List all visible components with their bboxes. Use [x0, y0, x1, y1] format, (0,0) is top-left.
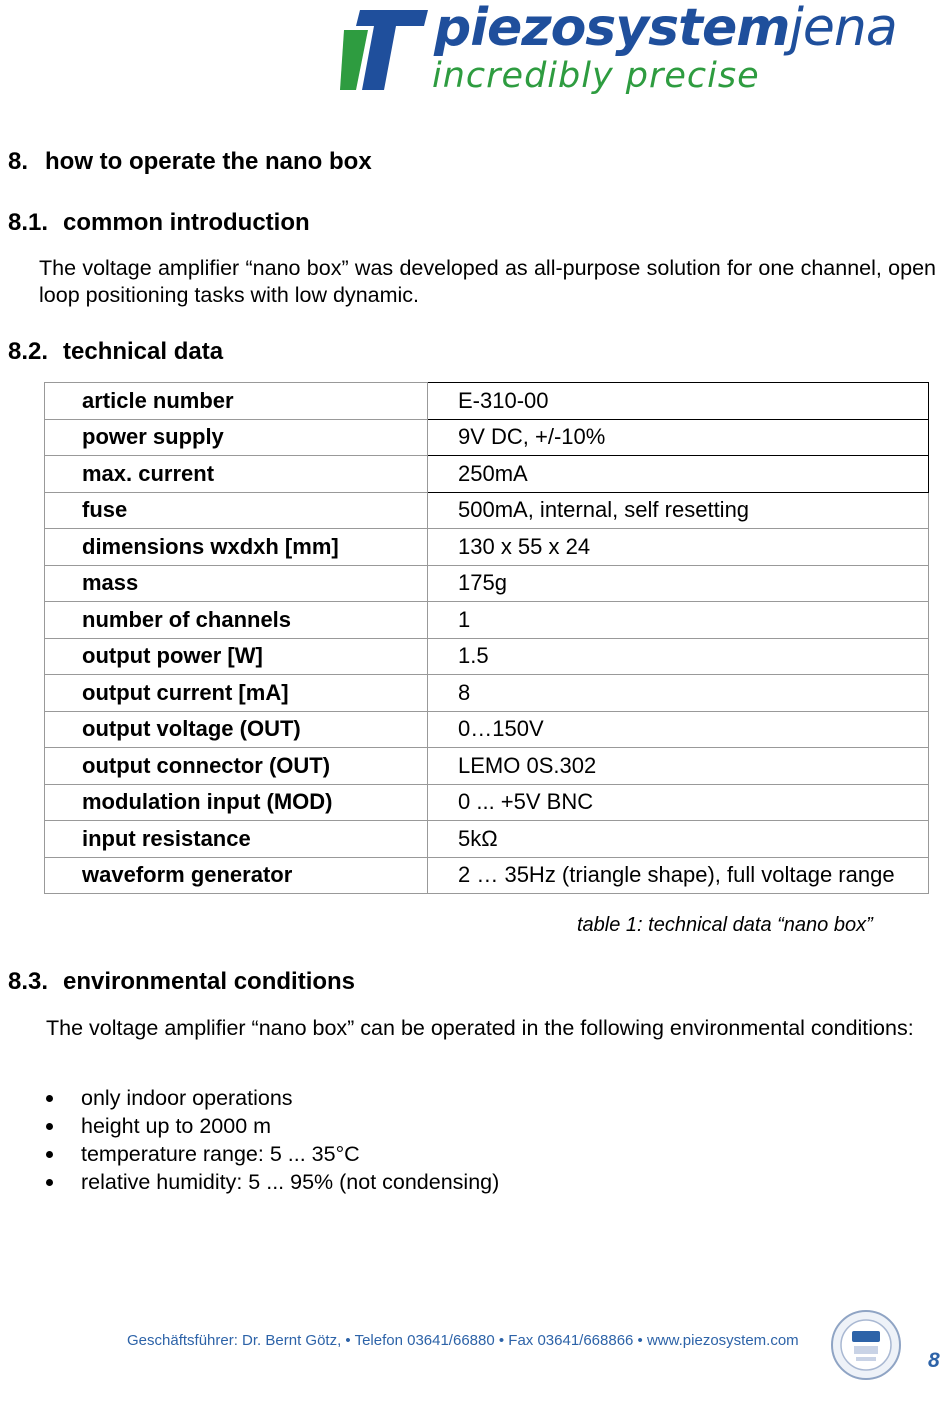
section-heading-8-3 — [8, 968, 355, 996]
table-value: 0 ... +5V BNC — [428, 784, 929, 821]
table-value: 500mA, internal, self resetting — [428, 492, 929, 529]
table-row — [45, 711, 929, 748]
table-key: input resistance — [45, 821, 428, 858]
table-value: 2 … 35Hz (triangle shape), full voltage range — [428, 857, 929, 894]
section-title: how to operate the nano box — [45, 148, 372, 175]
list-item: temperature range: 5 ... 35°C — [44, 1140, 499, 1168]
table-value: 0…150V — [428, 711, 929, 748]
table-value: 130 x 55 x 24 — [428, 529, 929, 566]
section-title: technical data — [63, 338, 224, 365]
table-value: 1 — [428, 602, 929, 639]
table-row — [45, 857, 929, 894]
page-footer: Geschäftsführer: Dr. Bernt Götz, • Telefon 03641/66880 • Fax 03641/668866 • www.piezosystem.com — [127, 1332, 799, 1349]
table-value: 9V DC, +/-10% — [428, 419, 929, 456]
section-title: environmental conditions — [63, 968, 356, 995]
section-number: 8.3. — [8, 968, 49, 995]
table-row — [45, 748, 929, 785]
table-row — [45, 784, 929, 821]
table-row — [45, 529, 929, 566]
technical-data-table — [44, 382, 929, 894]
table-key: fuse — [45, 492, 428, 529]
section-heading-8 — [8, 148, 372, 176]
page-number: 8 — [928, 1349, 940, 1372]
table-key: number of channels — [45, 602, 428, 639]
section-number: 8.2. — [8, 338, 49, 365]
section-heading-8-2 — [8, 338, 223, 366]
table-row — [45, 638, 929, 675]
table-key: dimensions wxdxh [mm] — [45, 529, 428, 566]
environment-list — [44, 1084, 499, 1196]
tuv-cert-seal-icon — [830, 1309, 902, 1381]
table-caption: table 1: technical data “nano box” — [577, 914, 873, 936]
section-title: common introduction — [63, 209, 310, 236]
table-value: 175g — [428, 565, 929, 602]
table-key: max. current — [45, 456, 428, 493]
section-number: 8. — [8, 148, 29, 175]
table-row — [45, 383, 929, 420]
table-value: E-310-00 — [428, 383, 929, 420]
table-value: 5kΩ — [428, 821, 929, 858]
table-value: LEMO 0S.302 — [428, 748, 929, 785]
table-row — [45, 602, 929, 639]
logo-wordmark: piezosystemjena — [434, 0, 897, 58]
table-row — [45, 565, 929, 602]
company-logo — [338, 0, 948, 102]
list-item: only indoor operations — [44, 1084, 499, 1112]
table-key: output voltage (OUT) — [45, 711, 428, 748]
table-key: modulation input (MOD) — [45, 784, 428, 821]
intro-paragraph: The voltage amplifier “nano box” was developed as all-purpose solution for one channel, open loop positioning tasks with low dynamic. — [39, 256, 936, 307]
table-row — [45, 419, 929, 456]
table-key: waveform generator — [45, 857, 428, 894]
table-row — [45, 821, 929, 858]
logo-mark-icon — [338, 4, 430, 94]
section-heading-8-1 — [8, 209, 310, 237]
table-value: 1.5 — [428, 638, 929, 675]
table-key: output power [W] — [45, 638, 428, 675]
table-value: 8 — [428, 675, 929, 712]
table-key: output connector (OUT) — [45, 748, 428, 785]
table-value: 250mA — [428, 456, 929, 493]
table-row — [45, 456, 929, 493]
logo-tagline: incredibly precise — [432, 56, 760, 96]
table-row — [45, 675, 929, 712]
table-row — [45, 492, 929, 529]
table-key: output current [mA] — [45, 675, 428, 712]
table-key: article number — [45, 383, 428, 420]
list-item: height up to 2000 m — [44, 1112, 499, 1140]
section-number: 8.1. — [8, 209, 49, 236]
environment-paragraph: The voltage amplifier “nano box” can be operated in the following environmental conditions: — [46, 1016, 914, 1040]
list-item: relative humidity: 5 ... 95% (not condensing) — [44, 1168, 499, 1196]
table-key: power supply — [45, 419, 428, 456]
table-key: mass — [45, 565, 428, 602]
